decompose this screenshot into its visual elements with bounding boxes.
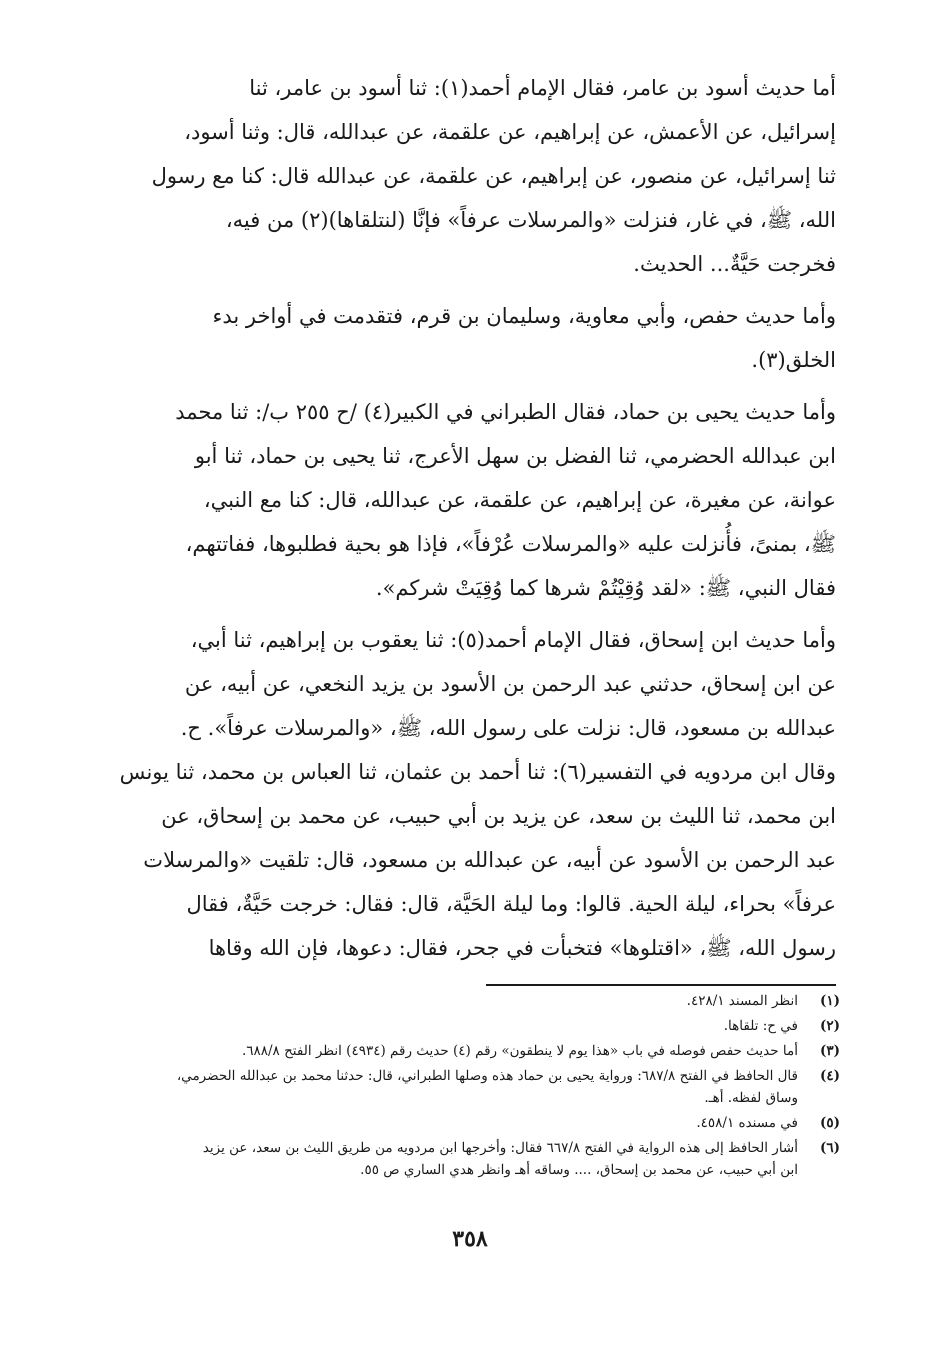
text-line: وأما حديث يحيى بن حماد، فقال الطبراني في الكبير(٤) /ح ٢٥٥ ب/: ثنا محمد	[175, 400, 836, 424]
footnote-number: (٥)	[819, 1115, 840, 1131]
footnote-line: أما حديث حفص فوصله في باب «هذا يوم لا ينطقون» رقم (٤) حديث رقم (٤٩٣٤) انظر الفتح ٦٨٨/٨.	[241, 1043, 798, 1059]
footnote	[88, 1040, 840, 1062]
footnote-line: انظر المسند ٤٢٨/١.	[686, 993, 798, 1009]
text-line: عن ابن إسحاق، حدثني عبد الرحمن بن الأسود بن يزيد النخعي، عن أبيه، عن	[184, 672, 836, 696]
footnote-text	[88, 1040, 798, 1062]
footnote-number: (٦)	[819, 1140, 840, 1156]
text-line: الله، ﷺ، في غار، فنزلت «والمرسلات عرفاً» فإنَّا (لنتلقاها)(٢) من فيه،	[225, 208, 836, 232]
footnote	[88, 990, 840, 1012]
text-line: الخلق(٣).	[751, 348, 836, 372]
text-line: ثنا إسرائيل، عن منصور، عن إبراهيم، عن علقمة، عن عبدالله قال: كنا مع رسول	[151, 164, 836, 188]
main-text	[96, 66, 836, 970]
footnote-number: (٢)	[819, 1018, 840, 1034]
footnote	[88, 1112, 840, 1134]
text-line: فقال النبي، ﷺ: «لقد وُقِيْتُمْ شرها كما وُقِيَتْ شركم».	[375, 576, 836, 600]
footnote	[88, 1065, 840, 1109]
paragraph-gap	[96, 610, 836, 618]
text-line: إسرائيل، عن الأعمش، عن إبراهيم، عن علقمة، عن عبدالله، قال: وثنا أسود،	[184, 120, 836, 144]
text-line: رسول الله، ﷺ، «اقتلوها» فتخبأت في جحر، فقال: دعوها، فإن الله وقاها	[208, 936, 836, 960]
footnote-line: في ح: تلقاها.	[723, 1018, 798, 1034]
footnote-number: (٤)	[819, 1068, 840, 1084]
footnote-number: (١)	[819, 993, 840, 1009]
text-line: عرفاً» بحراء، ليلة الحية. قالوا: وما ليلة الحَيَّة، قال: فقال: خرجت حَيَّةٌ، فقال	[186, 892, 836, 916]
text-line: ﷺ، بمنىً، فأُنزلت عليه «والمرسلات عُرْفاً»، فإذا هو بحية فطلبوها، ففاتتهم،	[185, 532, 836, 556]
text-line: عبد الرحمن بن الأسود عن أبيه، عن عبدالله بن مسعود، قال: تلقيت «والمرسلات	[143, 848, 836, 872]
text-line: عوانة، عن مغيرة، عن إبراهيم، عن علقمة، عن عبدالله، قال: كنا مع النبي،	[203, 488, 836, 512]
text-line: ابن محمد، ثنا الليث بن سعد، عن يزيد بن أبي حبيب، عن محمد بن إسحاق، عن	[161, 804, 836, 828]
footnote	[88, 1137, 840, 1181]
text-line: ابن عبدالله الحضرمي، ثنا الفضل بن سهل الأعرج، ثنا يحيى بن حماد، ثنا أبو	[194, 444, 836, 468]
text-line: وأما حديث حفص، وأبي معاوية، وسليمان بن قرم، فتقدمت في أواخر بدء	[212, 304, 836, 328]
footnote-text	[88, 1137, 798, 1181]
text-line: أما حديث أسود بن عامر، فقال الإمام أحمد(١): ثنا أسود بن عامر، ثنا	[249, 76, 836, 100]
footnote-line: قال الحافظ في الفتح ٦٨٧/٨: ورواية يحيى بن حماد هذه وصلها الطبراني، قال: حدثنا محمد بن عبدالله الحضرمي،	[176, 1068, 798, 1084]
footnotes	[88, 990, 840, 1184]
text-line: وقال ابن مردويه في التفسير(٦): ثنا أحمد بن عثمان، ثنا العباس بن محمد، ثنا يونس	[119, 760, 836, 784]
text-line: عبدالله بن مسعود، قال: نزلت على رسول الله، ﷺ، «والمرسلات عرفاً». ح.	[180, 716, 836, 740]
footnote-text	[88, 1015, 798, 1037]
text-line: وأما حديث ابن إسحاق، فقال الإمام أحمد(٥): ثنا يعقوب بن إبراهيم، ثنا أبي،	[190, 628, 836, 652]
paragraph-gap	[96, 286, 836, 294]
footnote-line: وساق لفظه. أهـ.	[704, 1090, 798, 1106]
footnote-number: (٣)	[819, 1043, 840, 1059]
footnote-separator	[486, 984, 836, 986]
text-line: فخرجت حَيَّةٌ... الحديث.	[633, 252, 836, 276]
footnote-line: أشار الحافظ إلى هذه الرواية في الفتح ٦٦٧/٨ فقال: وأخرجها ابن مردويه من طريق الليث بن سعد، عن يزيد	[202, 1140, 798, 1156]
footnote-text	[88, 990, 798, 1012]
footnote-text	[88, 1065, 798, 1109]
footnote-line: ابن أبي حبيب، عن محمد بن إسحاق، .... وساقه أهـ وانظر هدي الساري ص ٥٥.	[360, 1162, 798, 1178]
footnote	[88, 1015, 840, 1037]
paragraph-gap	[96, 382, 836, 390]
footnote-text	[88, 1112, 798, 1134]
footnote-line: في مسنده ٤٥٨/١.	[696, 1115, 798, 1131]
page-number: ٣٥٨	[452, 1226, 488, 1252]
